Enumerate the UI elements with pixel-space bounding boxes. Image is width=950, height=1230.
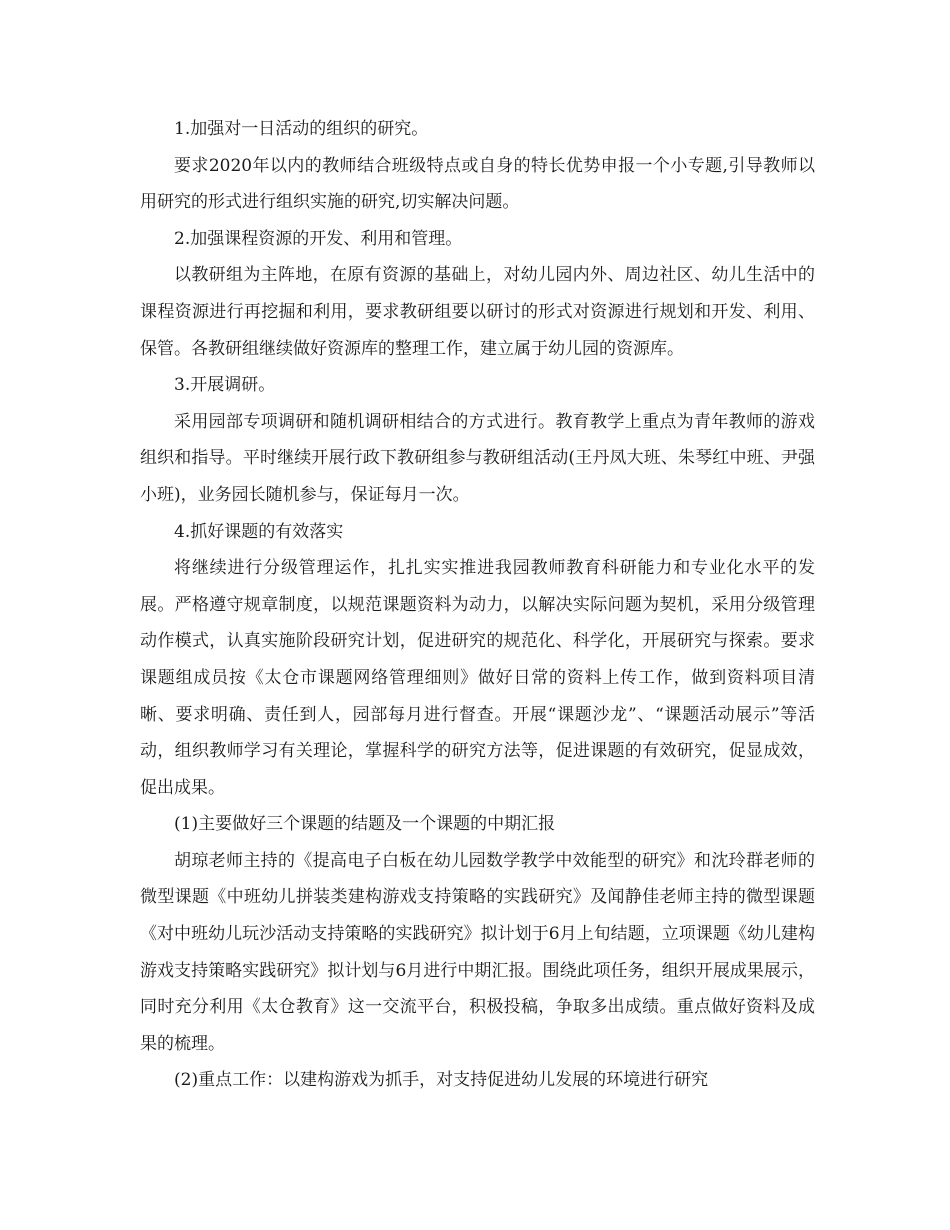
- section-heading-1: 1.加强对一日活动的组织的研究。: [174, 119, 429, 139]
- document-body: [140, 111, 815, 1099]
- subsection-heading-2: (2)重点工作：以建构游戏为抓手，对支持促进幼儿发展的环境进行研究: [174, 1070, 709, 1091]
- paragraph-1: 要求2020年以内的教师结合班级特点或自身的特长优势申报一个小专题,引导教师以用研究的形式进行组织实施的研究,切实解决问题。: [140, 155, 815, 213]
- paragraph-3: 采用园部专项调研和随机调研相结合的方式进行。教育教学上重点为青年教师的游戏组织和指导。平时继续开展行政下教研组参与教研组活动(王丹凤大班、朱琴红中班、尹强小班)，业务园长随机参与，保证每月一次。: [140, 411, 815, 505]
- paragraph-2: 以教研组为主阵地，在原有资源的基础上，对幼儿园内外、周边社区、幼儿生活中的课程资源进行再挖掘和利用，要求教研组要以研讨的形式对资源进行规划和开发、利用、保管。各教研组继续做好资源库的整理工作，建立属于幼儿园的资源库。: [140, 265, 815, 359]
- section-heading-4: 4.抓好课题的有效落实: [174, 521, 344, 542]
- paragraph-4: 将继续进行分级管理运作，扎扎实实推进我园教师教育科研能力和专业化水平的发展。严格遵守规章制度，以规范课题资料为动力，以解决实际问题为契机，采用分级管理动作模式，认真实施阶段研究计划，促进研究的规范化、科学化，开展研究与探索。要求课题组成员按《太仓市课题网络管理细则》做好日常的资料上传工作，做到资料项目清晰、要求明确、责任到人，园部每月进行督查。开展“课题沙龙”、“课题活动展示”等活动，组织教师学习有关理论，掌握科学的研究方法等，促进课题的有效研究，促显成效，促出成果。: [140, 558, 815, 798]
- paragraph-5: 胡琼老师主持的《提高电子白板在幼儿园数学教学中效能型的研究》和沈玲群老师的微型课题《中班幼儿拼装类建构游戏支持策略的实践研究》及闻静佳老师主持的微型课题《对中班幼儿玩沙活动支持策略的实践研究》拟计划于6月上旬结题，立项课题《幼儿建构游戏支持策略实践研究》拟计划与6月进行中期汇报。围绕此项任务，组织开展成果展示，同时充分利用《太仓教育》这一交流平台，积极投稿，争取多出成绩。重点做好资料及成果的梳理。: [140, 850, 815, 1054]
- subsection-heading-1: (1)主要做好三个课题的结题及一个课题的中期汇报: [174, 814, 556, 835]
- section-heading-2: 2.加强课程资源的开发、利用和管理。: [174, 228, 463, 249]
- section-heading-3: 3.开展调研。: [174, 375, 276, 396]
